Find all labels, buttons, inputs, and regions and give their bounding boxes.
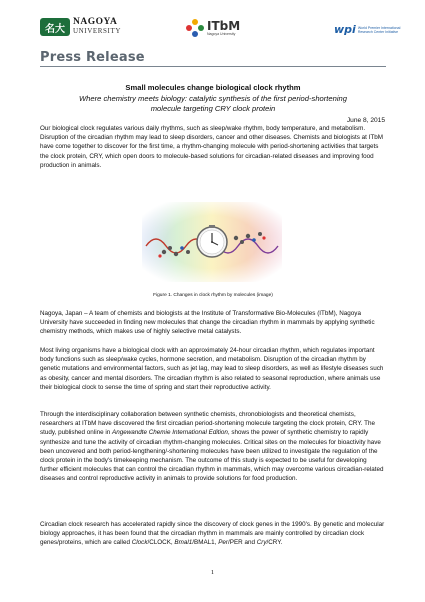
figure-caption: Figure 1. Changes in clock rhythm by molecules (image) [153, 293, 273, 298]
p3-text-a: Through the interdisciplinary collaboration between synthetic chemists, chronobiologists and theoretical chemists, researchers at ITbM have discovered the first circadian period-shortening molecule targeting the clock protein, CRY. The study, published online in [40, 411, 375, 437]
itbm-logo [186, 19, 240, 37]
nagoya-university-logo [40, 18, 121, 36]
page-number: 1 [210, 569, 215, 576]
p3-text-b: , shows the power of synthetic chemistry to rapidly synthesize and tune the activity of circadian rhythm-changing molecules. Critical sites on the molecules for bioactivity have been uncovered and both period-lengthening/-shortening molecules have been utilized to investigate the regulation of the clock protein in the body's timekeeping mechanism. The outcome of this study is expected to be useful for developing further efficient molecules that can control the circadian rhythm in mammals, which may overcome various circadian-related diseases and control reproductive activity in animals to provide solutions for food production. [40, 429, 384, 483]
subhead-line1: Where chemistry meets biology: catalytic synthesis of the first period-shortening [78, 94, 347, 103]
p4-text-e: /CRY. [266, 539, 283, 547]
article-headline: Small molecules change biological clock rhythm [125, 83, 301, 92]
clock-rhythm-figure [142, 202, 282, 282]
header-divider [40, 66, 386, 67]
wpi-sub-line2: Research Center Initiative [357, 29, 399, 34]
wpi-logo [334, 23, 400, 36]
paragraph-biological-clock: Most living organisms have a biological clock with an approximately 24-hour circadian rhythm, which regulates important body functions such as sleep/wake cycles, hormone secretion, and metabolism. Disruption of the circadian rhythm by genetic mutations and environmental factors, such as jet lag, may lead to sleep disorders, as well as lifestyle diseases such as obesity, cancer and mental disorders. The circadian rhythm is also related to seasonal reproduction, where animals use their biological clock to sense the time of spring and start their reproductive activity. [40, 347, 384, 391]
wpi-mark: wpi [334, 23, 356, 36]
gene-cry: Cry [256, 539, 267, 547]
article-subhead [40, 94, 386, 115]
press-release-banner: Press Release [40, 50, 145, 65]
journal-name: Angewandte Chemie International Edition [112, 429, 228, 437]
p4-text-d: /PER and [228, 539, 257, 547]
wpi-sub-line1: World Premier International [357, 25, 401, 30]
itbm-molecule-icon [186, 19, 204, 37]
p4-text-b: /CLOCK, [147, 539, 175, 547]
itbm-logo-sub: Nagoya University [207, 32, 236, 36]
nagoya-logo-line2: UNIVERSITY [73, 27, 121, 35]
p4-text-c: /BMAL1, [192, 539, 219, 547]
nagoya-emblem-icon: 名大 [40, 18, 70, 36]
release-date: June 8, 2015 [346, 117, 385, 124]
nagoya-logo-line1: NAGOYA [73, 17, 118, 27]
intro-paragraph: Our biological clock regulates various daily rhythms, such as sleep/wake rhythm, body temperature, and metabolism. Disruption of the circadian rhythm may lead to sleep disorders, cancer and other diseases. Chemists and biologists at ITbM have come together to discover for the first time, a rhythm-changing molecule with period-shortening activities that targets the clock protein, CRY, which open doors to molecule-based solutions for circadian-related diseases and improving food production in animals. [40, 125, 383, 169]
paragraph-clock-research [40, 520, 386, 548]
gene-bmal1: Bmal1 [174, 539, 193, 547]
clock-molecule-illustration [142, 202, 282, 282]
gene-per: Per [218, 539, 228, 547]
itbm-logo-name: ITbM [207, 19, 241, 33]
paragraph-interdisciplinary [40, 410, 386, 484]
p4-text-a: Circadian clock research has accelerated rapidly since the discovery of clock genes in the 1990's. By genetic and molecular biology approaches, it has been found that the circadian rhythm in mammals are mainly controlled by circadian clock genes/proteins, which are called [40, 521, 385, 547]
gene-clock: Clock [131, 539, 148, 547]
logo-header [0, 0, 425, 50]
paragraph-nagoya-japan: Nagoya, Japan – A team of chemists and biologists at the Institute of Transformative Bio-Molecules (ITbM), Nagoya University have succeeded in finding new molecules that change the circadian rhythm in mammals by applying synthetic chemistry methods, which makes use of highly selective metal catalysts. [40, 310, 375, 336]
subhead-line2: molecule targeting CRY clock protein [150, 104, 276, 114]
